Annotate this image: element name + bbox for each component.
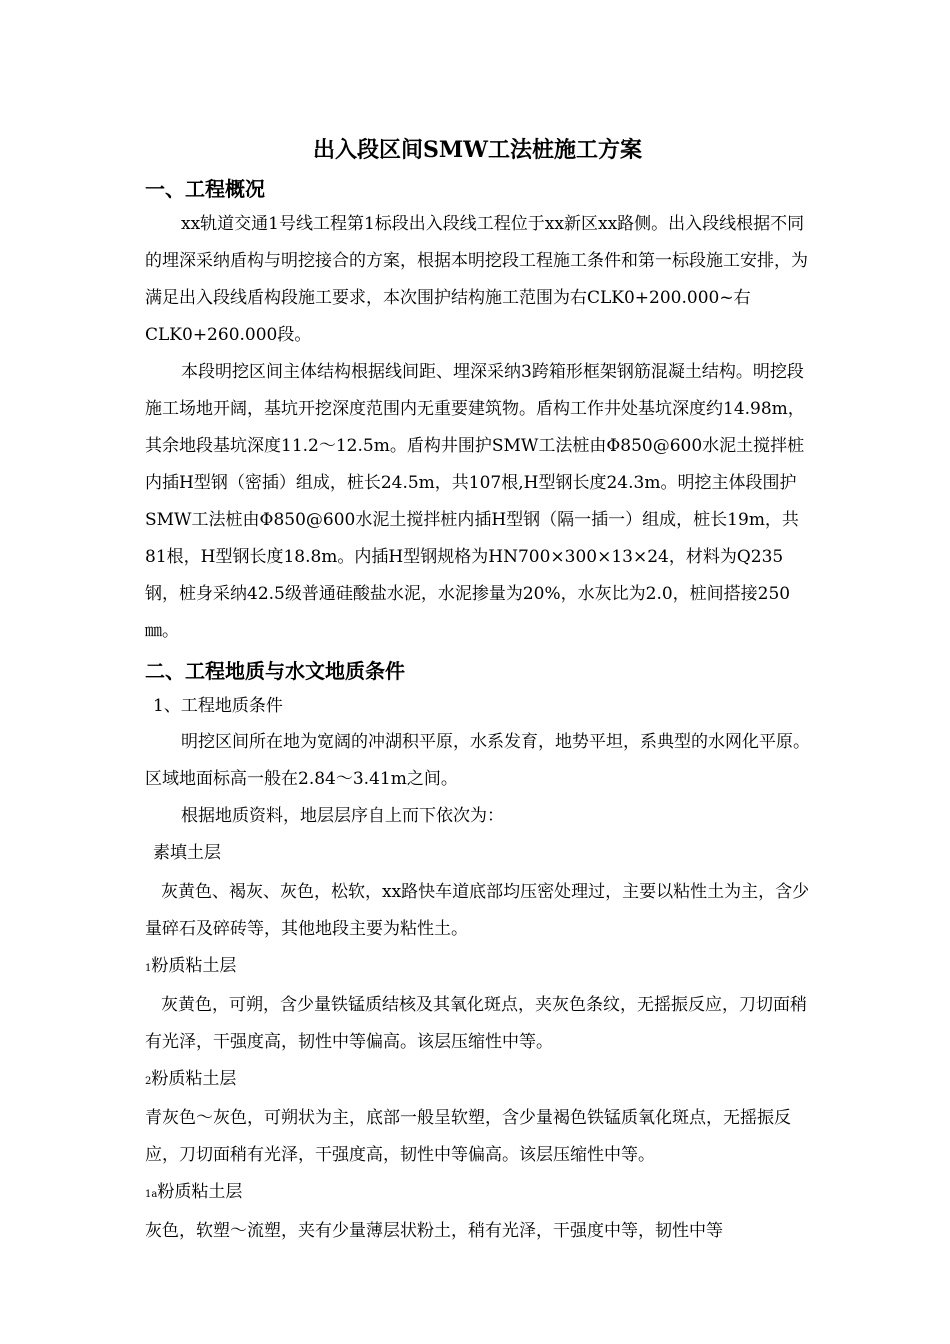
overview-paragraph-1: xx轨道交通1号线工程第1标段出入段线工程位于xx新区xx路侧。出入段线根据不同的埋深采纳盾构与明挖接合的方案，根据本明挖段工程施工条件和第一标段施工安排，为满足出入段线盾构段施工要求，本次围护结构施工范围为右CLK0+200.000~右CLK0+260.000段。 <box>145 214 808 345</box>
layer-description: 青灰色～灰色，可朔状为主，底部一般呈软塑，含少量褐色铁锰质氧化斑点，无摇振反应，刀切面稍有光泽，干强度高，韧性中等偏高。该层压缩性中等。 <box>145 1108 791 1165</box>
subheading-engineering-geology: 1、工程地质条件 <box>153 696 283 716</box>
layer-prefix: 1a <box>145 1189 158 1200</box>
layer-name: 粉质粘土层 <box>157 1182 243 1202</box>
section-heading-geology: 二、工程地质与水文地质条件 <box>145 659 405 683</box>
layer-name: 粉质粘土层 <box>151 1069 237 1089</box>
overview-paragraph-2: 本段明挖区间主体结构根据线间距、埋深采纳3跨箱形框架钢筋混凝土结构。明挖段施工场地开阔，基坑开挖深度范围内无重要建筑物。盾构工作井处基坑深度约14.98m，其余地段基坑深度11.2～12.5m。盾构井围护SMW工法桩由Φ850@600水泥土搅拌桩内插H型钢（密插）组成，桩长24.5m，共107根,H型钢长度24.3m。明挖主体段围护SMW工法桩由Φ850@600水泥土搅拌桩内插H型钢（隔一插一）组成，桩长19m，共81根，H型钢长度18.8m。内插H型钢规格为HN700×300×13×24，材料为Q235钢，桩身采纳42.5级普通硅酸盐水泥，水泥掺量为20%，水灰比为2.0，桩间搭接250㎜。 <box>145 362 805 641</box>
section-heading-overview: 一、工程概况 <box>145 177 265 201</box>
layer-description: 灰黄色、褐灰、灰色，松软，xx路快车道底部均压密处理过，主要以粘性土为主，含少量碎石及碎砖等，其他地段主要为粘性土。 <box>145 882 810 939</box>
layer-description: 灰黄色，可朔，含少量铁锰质结核及其氧化斑点，夹灰色条纹，无摇振反应，刀切面稍有光泽，干强度高，韧性中等偏高。该层压缩性中等。 <box>145 995 807 1052</box>
layer-prefix: 1 <box>145 963 152 974</box>
layer-description: 灰色，软塑～流塑，夹有少量薄层状粉土，稍有光泽，干强度中等，韧性中等 <box>145 1221 723 1241</box>
layer-label <box>145 1061 810 1100</box>
layer-label <box>145 835 810 874</box>
layer-name: 粉质粘土层 <box>151 956 237 976</box>
geology-paragraph-1: 明挖区间所在地为宽阔的冲湖积平原，水系发育，地势平坦，系典型的水网化平原。区域地面标高一般在2.84～3.41m之间。 <box>145 732 810 789</box>
layer-name: 素填土层 <box>153 843 221 863</box>
layer-label <box>145 1174 810 1213</box>
geology-paragraph-2: 根据地质资料，地层层序自上而下依次为： <box>181 806 504 826</box>
layer-label <box>145 948 810 987</box>
layer-prefix: 2 <box>145 1076 152 1087</box>
document-title: 出入段区间SMW工法桩施工方案 <box>313 137 642 163</box>
